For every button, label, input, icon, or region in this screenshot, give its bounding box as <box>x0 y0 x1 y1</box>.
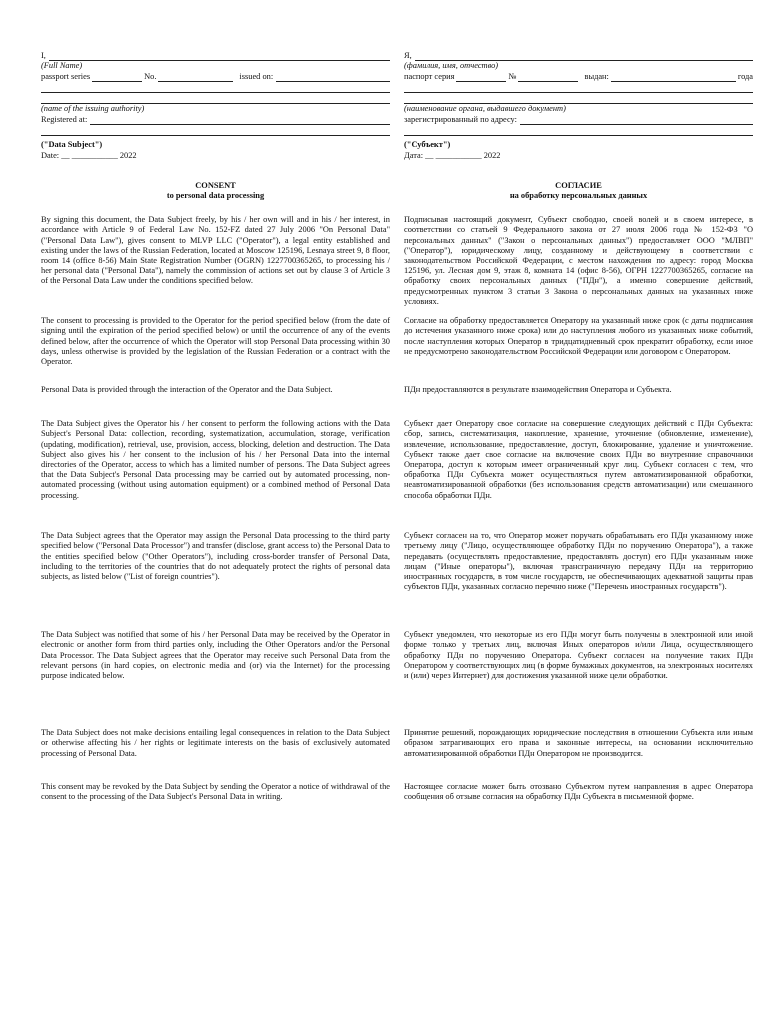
ru-paragraph-7: Принятие решений, порождающих юридические последствия в отношении Субъекта или иным образом затрагивающих его права и законные интересы, на основании исключительно автоматизированной обработки ПДн Оператором не производится. <box>404 728 753 758</box>
ru-full-name-field[interactable] <box>415 51 753 61</box>
ru-full-name-line <box>404 50 753 61</box>
en-paragraph-8: This consent may be revoked by the Data Subject by sending the Operator a notice of withdrawal of the consent to the processing of the Data Subject's Personal Data in writing. <box>41 782 390 802</box>
passport-number-field[interactable] <box>158 72 233 82</box>
ru-paragraph-8: Настоящее согласие может быть отозвано Субъектом путем направления в адрес Оператора сообщения об отзыве согласия на обработку ПДн Субъекта в письменной форме. <box>404 782 753 802</box>
full-name-label: (Full Name) <box>41 61 83 70</box>
ru-issuing-authority-label: (наименование органа, выдавшего документ) <box>404 104 566 114</box>
en-paragraph-5: The Data Subject agrees that the Operator may assign the Personal Data processing to the third party specified below ("Personal Data Processor") and transfer (disclose, grant access to) the Personal Data to the entities specified below ("Other Operators"), including cross-border transfer of Personal Data, including to the territories of the countries that do not adequately protect the rights of personal data subjects, as listed below ("List of foreign countries"). <box>41 531 390 582</box>
ru-issued-on-label: выдан: <box>584 72 609 81</box>
full-name-line <box>41 50 390 61</box>
ru-date-line: Дата: __ ___________ 2022 <box>404 150 501 160</box>
issuing-authority-field-1[interactable] <box>41 82 390 93</box>
en-paragraph-1: By signing this document, the Data Subject freely, by his / her own will and in his / her interest, in accordance with Article 9 of Federal Law No. 152-FZ dated 27 July 2006 "On Personal Data" ("Personal Data Law"), gives consent to MLVP LLC ("Operator"), a legal entity established and existing under the laws of the Russian Federation, located at Moscow 125196, Lesnaya street 9, 8 floor, room 14 (office 8-56) Main State Registration Number (OGRN) 1227700365265, to processing his / her personal data ("Personal Data"), namely the commission of actions set out by clause 3 of Article 3 of the Personal Data Law under the conditions specified below. <box>41 215 390 286</box>
en-paragraph-2: The consent to processing is provided to the Operator for the period specified below (from the date of signing until the expiration of the period specified below) or until the occurrence of any of the events defined below, after the occurrence of which the Operator will stop Personal Data processing within 30 days, unless otherwise is provided by the legislation of the Russian Federation or a contract with the Operator. <box>41 316 390 367</box>
russian-column <box>404 50 753 802</box>
ru-passport-number-field[interactable] <box>518 72 578 82</box>
ru-i-prefix: Я, <box>404 50 412 60</box>
ru-paragraph-5: Субъект согласен на то, что Оператор может поручать обрабатывать его ПДн указанному ниже третьему лицу ("Лицо, осуществляющее обработку ПДн по поручению Оператора"), а также передавать (осуществлять предоставление, предоставлять доступ) его ПДн указанным ниже лицам ("Иные операторы"), включая трансграничную передачу ПДн на территорию иностранных государств, в том числе государств, не обеспечивающих адекватной защиты прав субъектов ПДн, указанных согласно перечню ниже ("Перечень иностранных государств"). <box>404 531 753 592</box>
ru-paragraph-2: Согласие на обработку предоставляется Оператору на указанный ниже срок (с даты подписания до истечения указанного ниже срока) или до наступления любого из указанных ниже событий, после наступления которых Оператор в тридцатидневный срок прекратит обработку, если иное не предусмотрено законодательством Российской Федерации или договором с Оператором. <box>404 316 753 356</box>
consent-subtitle: to personal data processing <box>166 191 265 201</box>
issued-on-field[interactable] <box>276 72 390 82</box>
ru-consent-title: СОГЛАСИЕ <box>555 180 602 190</box>
ru-passport-series-label: паспорт серия <box>404 72 455 81</box>
ru-registered-at-label: зарегистрированный по адресу: <box>404 115 517 125</box>
ru-passport-series-field[interactable] <box>456 72 506 82</box>
issuing-authority-label: (name of the issuing authority) <box>41 104 145 114</box>
english-column <box>41 50 390 802</box>
issuing-authority-field-2[interactable] <box>41 93 390 104</box>
ru-year-label: года <box>737 72 753 81</box>
passport-line <box>41 71 390 82</box>
registered-at-field[interactable] <box>90 115 390 125</box>
en-paragraph-3: Personal Data is provided through the interaction of the Operator and the Data Subject. <box>41 385 333 395</box>
ru-full-name-label: (фамилия, имя, отчество) <box>404 61 499 70</box>
en-paragraph-7: The Data Subject does not make decisions entailing legal consequences in relation to the Data Subject or otherwise affecting his / her rights or legitimate interests on the basis of exclusively automated processing of Personal Data. <box>41 728 390 758</box>
registered-at-field-2[interactable] <box>41 125 390 136</box>
consent-title: CONSENT <box>195 180 236 190</box>
en-paragraph-4: The Data Subject gives the Operator his / her consent to perform the following actions with the Data Subject's Personal Data: collection, recording, systematization, accumulation, storage, verification (updating, modification), retrieval, use, provision, access, blocking, deletion and destruction. The Data Subject also gives his / her consent to the inclusion of his / her Personal Data into the internal directories of the Operator, access to which has a limited number of persons. The Data Subject agrees that the Data Subject's Personal Data processing may be carried out by automated processing, non-automated processing (without using automation equipment) or a combined method of Personal Data processing. <box>41 419 390 500</box>
ru-paragraph-6: Субъект уведомлен, что некоторые из его ПДн могут быть получены в электронной или иной форме только у третьих лиц, включая Иных операторов и/или Лица, осуществляющего обработку ПДн по поручению Оператора. Субъект согласен на получение таких ПДн Оператором у соответствующих лиц (в форме бумажных документов, на электронных носителях и (или) через Интернет) для достижения указанной ниже цели обработки. <box>404 630 753 681</box>
passport-no-label: No. <box>144 72 157 81</box>
ru-passport-no-label: № <box>508 72 517 81</box>
ru-issuing-authority-field-1[interactable] <box>404 82 753 93</box>
ru-registered-at-field[interactable] <box>520 115 753 125</box>
data-subject-tag: ("Data Subject") <box>41 140 103 150</box>
ru-registered-at-field-2[interactable] <box>404 125 753 136</box>
passport-series-label: passport series <box>41 72 91 81</box>
issued-on-label: issued on: <box>239 72 274 81</box>
registered-at-label: Registered at: <box>41 115 88 125</box>
date-line: Date: __ ___________ 2022 <box>41 150 137 160</box>
ru-passport-line <box>404 71 753 82</box>
full-name-field[interactable] <box>49 51 390 61</box>
ru-issued-on-field[interactable] <box>611 72 736 82</box>
registered-at-line <box>41 114 390 125</box>
ru-registered-at-line <box>404 114 753 125</box>
ru-paragraph-3: ПДн предоставляются в результате взаимодействия Оператора и Субъекта. <box>404 385 672 395</box>
en-paragraph-6: The Data Subject was notified that some of his / her Personal Data may be received by the Operator in electronic or another form from third parties only, including the Other Operators and/or the Personal Data Processor. The Data Subject agrees that the Operator may receive such Personal Data from the relevant persons (in hard copies, on electronic media and (or) via the Internet) for the processing purpose indicated below. <box>41 630 390 681</box>
ru-consent-subtitle: на обработку персональных данных <box>509 191 648 201</box>
ru-paragraph-1: Подписывая настоящий документ, Субъект свободно, своей волей и в своем интересе, в соответствии со статьей 9 Федерального закона от 27 июля 2006 года № 152-ФЗ "О персональных данных" ("Закон о персональных данных") предоставляет ООО "МЛВП" ("Оператор"), юридическому лицу, созданному и действующему в соответствии с законодательством Российской Федерации, с местом нахождения по адресу: город Москва 125196, ул. Лесная дом 9, этаж 8, комната 14 (офис 8-56), ОГРН 1227700365265, согласие на обработку своих персональных данных ("ПДн"), а именно совершение действий, предусмотренных пунктом 3 статьи 3 Закона о персональных данных на указанных ниже условиях. <box>404 215 753 306</box>
ru-issuing-authority-field-2[interactable] <box>404 93 753 104</box>
passport-series-field[interactable] <box>92 72 142 82</box>
ru-paragraph-4: Субъект дает Оператору свое согласие на совершение следующих действий с ПДн Субъекта: сбор, запись, систематизация, накопление, хранение, уточнение (обновление, изменение), извлечение, использование, предоставление, доступ, блокирование, удаление и уничтожение. Субъект также дает свое согласие на включение своих ПДн во внутренние справочники Оператора, доступ к которым имеет ограниченный круг лиц. Субъект согласен с тем, что обработка ПДн Субъекта может осуществляться путем автоматизированной обработки, неавтоматизированной обработки (без использования средств автоматизации) или смешанного способа обработки ПДн. <box>404 419 753 500</box>
ru-data-subject-tag: ("Субъект") <box>404 140 451 150</box>
i-prefix: I, <box>41 50 46 60</box>
